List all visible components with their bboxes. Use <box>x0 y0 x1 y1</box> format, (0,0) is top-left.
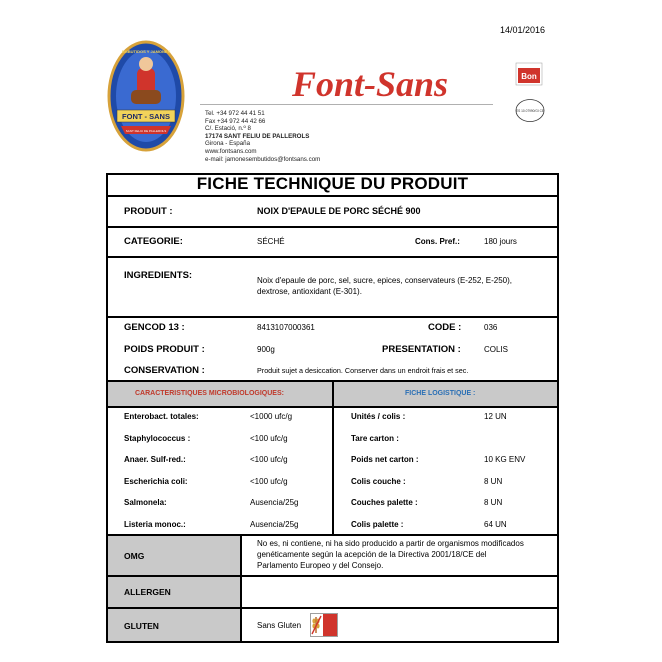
produit-label: PRODUIT : <box>124 206 173 217</box>
micro-row-label: Anaer. Sulf-red.: <box>124 455 186 464</box>
sanitary-registration-mark <box>515 98 545 123</box>
code-label: CODE : <box>428 322 462 333</box>
divider <box>106 256 559 258</box>
logistique-row-value: 10 KG ENV <box>484 455 526 464</box>
gluten-label: GLUTEN <box>124 621 159 631</box>
omg-value-line1: No es, ni contiene, ni ha sido producido a partir de organismos modificados <box>257 539 524 548</box>
cons-pref-label: Cons. Pref.: <box>415 237 460 246</box>
omg-label: OMG <box>124 551 145 561</box>
ingredients-label: INGREDIENTS: <box>124 270 193 281</box>
logistique-row-value: 64 UN <box>484 520 507 529</box>
brand-wordmark <box>270 58 470 108</box>
contact-tel: Tel. +34 972 44 41 51 <box>205 110 265 117</box>
contact-web: www.fontsans.com <box>205 147 257 155</box>
document-date: 14/01/2016 <box>500 25 546 35</box>
omg-value-line3: Parlamento Europeo y del Consejo. <box>257 561 384 570</box>
categorie-value: SÉCHÉ <box>257 237 285 246</box>
logistique-header: FICHE LOGISTIQUE : <box>405 390 476 397</box>
badge-cert-text: ES 10.07990/GI CE <box>516 109 544 113</box>
presentation-value: COLIS <box>484 345 509 354</box>
micro-row-value: <100 ufc/g <box>250 434 288 443</box>
code-value: 036 <box>484 323 498 332</box>
divider <box>106 316 559 318</box>
produit-value: NOIX D'EPAULE DE PORC SÉCHÉ 900 <box>257 206 421 216</box>
logistique-row-value: 8 UN <box>484 498 503 507</box>
micro-row-value: <100 ufc/g <box>250 477 288 486</box>
logistique-row-value: 12 UN <box>484 412 507 421</box>
brand-logo-badge <box>107 40 185 152</box>
logistique-row-label: Unités / colis : <box>351 412 406 421</box>
presentation-label: PRESENTATION : <box>382 344 461 355</box>
micro-row-label: Staphylococcus : <box>124 434 191 443</box>
micro-row-label: Enterobact. totales: <box>124 412 199 421</box>
logistique-row-label: Poids net carton : <box>351 455 419 464</box>
divider <box>106 195 559 197</box>
logo-name-text: FONT - SANS <box>122 112 170 121</box>
ingredients-value-line1: Noix d'epaule de porc, sel, sucre, epices, conservateurs (E-252, E-250), <box>257 276 512 285</box>
omg-value-line2: genéticamente según la acepción de la Directiva 2001/18/CE del <box>257 550 487 559</box>
allergen-label: ALLERGEN <box>124 587 171 597</box>
gluten-value: Sans Gluten <box>257 621 302 630</box>
column-divider <box>332 381 334 535</box>
logo-top-text: EMBUTIDOS Y JAMONES <box>121 49 171 54</box>
gencod-value: 8413107000361 <box>257 323 315 332</box>
micro-row-label: Salmonela: <box>124 498 167 507</box>
poids-produit-label: POIDS PRODUIT : <box>124 344 205 355</box>
brand-name: Font-Sans <box>291 64 449 104</box>
contact-region: Girona - España <box>205 140 251 148</box>
conservation-value: Produit sujet a desiccation. Conserver dans un endroit frais et sec. <box>257 366 469 375</box>
column-divider <box>240 535 242 642</box>
micro-row-label: Listeria monoc.: <box>124 520 186 529</box>
gluten-free-icon <box>310 613 338 637</box>
cons-pref-value: 180 jours <box>484 237 517 246</box>
divider <box>106 226 559 228</box>
contact-city: 17174 SANT FELIU DE PALLEROLS <box>205 132 310 140</box>
logistique-row-value: 8 UN <box>484 477 503 486</box>
contact-fax: Fax +34 972 44 42 66 <box>205 117 266 125</box>
gencod-label: GENCOD 13 : <box>124 322 185 333</box>
brand-underline <box>200 104 493 105</box>
micro-row-label: Escherichia coli: <box>124 477 188 486</box>
poids-produit-value: 900g <box>257 345 275 354</box>
micro-row-value: <1000 ufc/g <box>250 412 293 421</box>
micro-row-value: Ausencia/25g <box>250 520 299 529</box>
logistique-row-label: Couches palette : <box>351 498 418 507</box>
sheet-title: FICHE TECHNIQUE DU PRODUIT <box>196 174 469 193</box>
badge-red-text: Bon <box>521 72 537 81</box>
conservation-label: CONSERVATION : <box>124 365 205 376</box>
logistique-row-label: Colis palette : <box>351 520 404 529</box>
certification-logo-red <box>515 62 543 86</box>
micro-row-value: <100 ufc/g <box>250 455 288 464</box>
logistique-row-label: Tare carton : <box>351 434 399 443</box>
contact-street: C/. Estació, n.º 8 <box>205 125 251 133</box>
logo-ribbon-text: SANT FELIU DE PALLEROLS <box>125 129 167 133</box>
micro-row-value: Ausencia/25g <box>250 498 299 507</box>
contact-block <box>205 110 320 163</box>
micro-header: CARACTERISTIQUES MICROBIOLOGIQUES: <box>135 390 284 397</box>
logistique-row-label: Colis couche : <box>351 477 406 486</box>
contact-email: e-mail: jamonesembutidos@fontsans.com <box>205 155 321 163</box>
ingredients-value-line2: dextrose, antioxidant (E-301). <box>257 287 362 296</box>
categorie-label: CATEGORIE: <box>124 236 183 247</box>
